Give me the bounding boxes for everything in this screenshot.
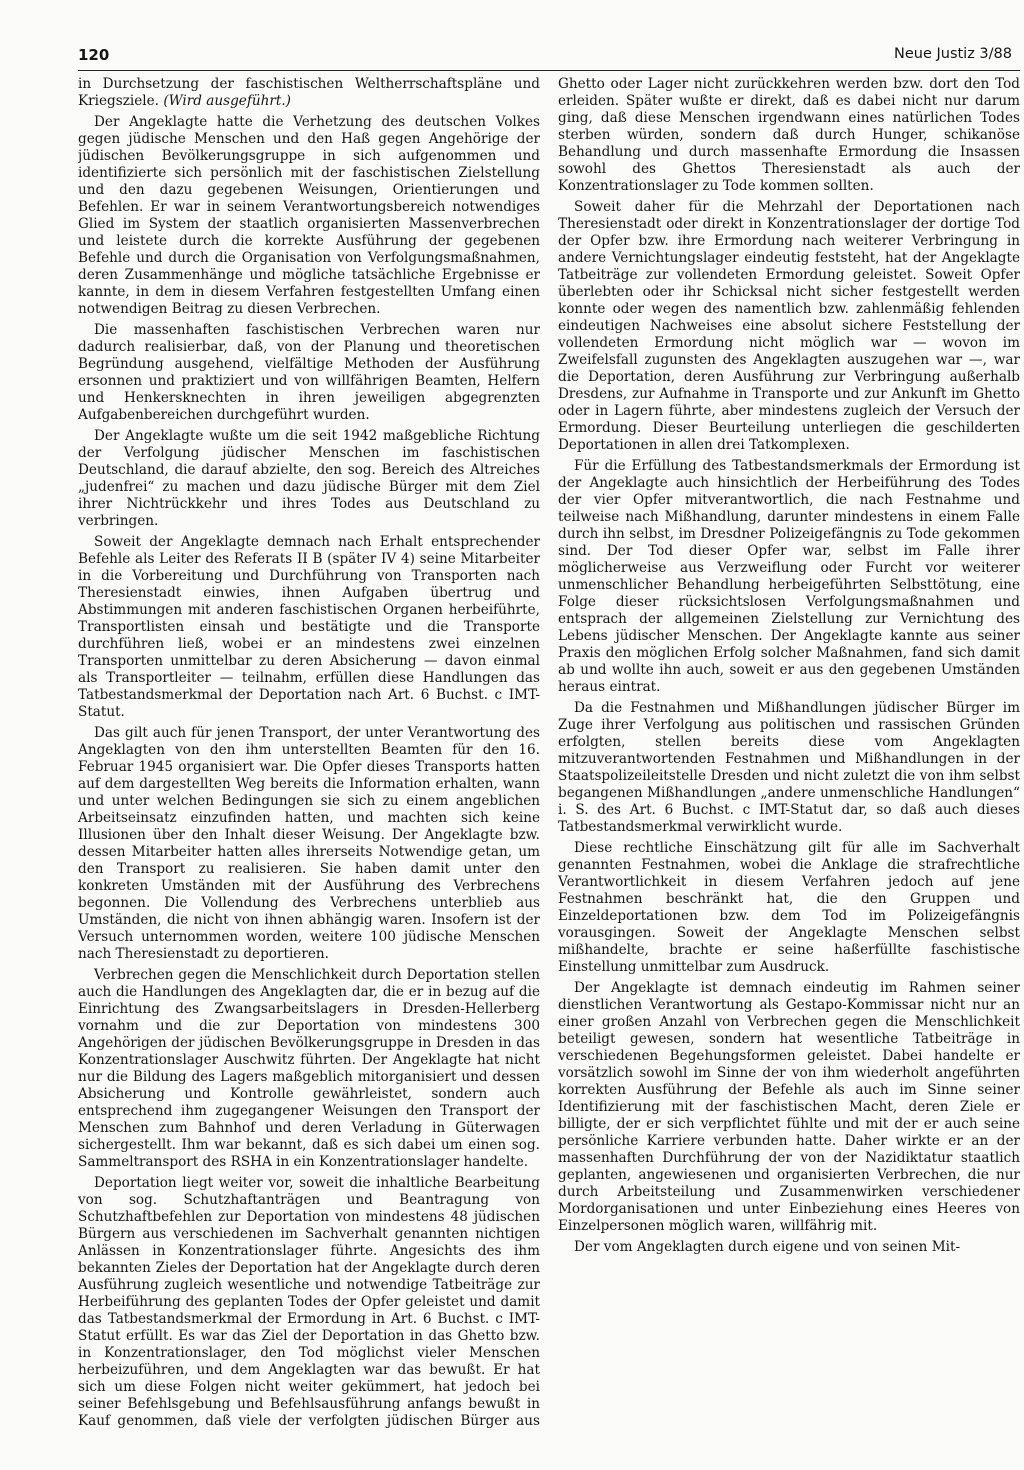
paragraph: Für die Erfüllung des Tatbestandsmerkmals der Ermordung ist der Angeklagte auch hinsichtlich der Herbeiführung des Todes der vier Opfer mitverantwortlich, die nach Festnahme und teilweise nach Mißhandlung, darunter mindestens in einem Falle durch ihn selbst, im Dresdner Polizeigefängnis zu Tode gekommen sind. Der Tod dieser Opfer war, selbst im Falle ihrer möglicherweise aus Verzweiflung oder Furcht vor weiterer unmenschlicher Behandlung herbeigeführten Selbsttötung, eine Folge dieser rücksichtslosen Verfolgungsmaßnahmen und entsprach der allgemeinen Zielstellung zur Vernichtung des Lebens jüdischer Menschen. Der Angeklagte kannte aus seiner Praxis den möglichen Erfolg solcher Maßnahmen, fand sich damit ab und wollte ihn auch, soweit er aus den gegebenen Umständen heraus eintrat.: [558, 458, 1020, 695]
article-body: [78, 76, 1020, 1444]
journal-issue: Neue Justiz 3/88: [893, 46, 1012, 62]
paragraph: Da die Festnahmen und Mißhandlungen jüdischer Bürger im Zuge ihrer Verfolgung aus politischen und rassischen Gründen erfolgten, stellen bereits diese vom Angeklagten mitzuverantwortenden Festnahmen und Mißhandlungen in der Staatspolizeileitstelle Dresden und nicht zuletzt die von ihm selbst begangenen Mißhandlungen „andere unmenschliche Handlungen“ i. S. des Art. 6 Buchst. c IMT-Statut dar, so daß auch dieses Tatbestandsmerkmal verwirklicht wurde.: [558, 700, 1020, 835]
paragraph: Das gilt auch für jenen Transport, der unter Verantwortung des Angeklagten von den ihm unterstellten Beamten für den 16. Februar 1945 organisiert war. Die Opfer dieses Transports hatten auf dem dargestellten Weg bereits die Information erhalten, wann und unter welchen Bedingungen sie sich zu einem angeblichen Arbeitseinsatz einzufinden hatten, und machten sich keine Illusionen über den Inhalt dieser Weisung. Der Angeklagte bzw. dessen Mitarbeiter hatten alles ihrerseits Notwendige getan, um den Transport zu realisieren. Sie haben damit unter den konkreten Umständen mit der Ausführung des Verbrechens begonnen. Die Vollendung des Verbrechens unterblieb aus Umständen, die nicht von ihnen abhängig waren. Insofern ist der Versuch unternommen worden, weitere 100 jüdische Menschen nach Theresienstadt zu deportieren.: [78, 725, 540, 962]
paragraph: Der Angeklagte wußte um die seit 1942 maßgebliche Richtung der Verfolgung jüdischer Menschen im faschistischen Deutschland, die darauf abzielte, den sog. Bereich des Altreiches „judenfrei“ zu machen und dazu jüdische Bürger mit dem Ziel ihrer Nichtrückkehr und ihres Todes aus Deutschland zu verbringen.: [78, 428, 540, 529]
paragraph: Die massenhaften faschistischen Verbrechen waren nur dadurch realisierbar, daß, von der Planung und theoretischen Begründung ausgehend, vielfältige Methoden der Ausführung ersonnen und praktiziert und von willfährigen Beamten, Helfern und Henkersknechten in ihren jeweiligen abgegrenzten Aufgabenbereichen durchgeführt wurden.: [78, 322, 540, 423]
page-header: [78, 40, 1020, 71]
page-number: 120: [78, 46, 110, 64]
paragraph: Deportation liegt weiter vor, soweit die inhaltliche Bearbeitung von sog. Schutzhaftanträgen und Beantragung von Schutzhaftbefehlen zur Deportation von mindestens 48 jüdischen Bürgern aus verschiedenen im Sachverhalt genannten nichtigen Anlässen in Konzentrationslager führte. Angesichts des ihm bekannten Zieles der Deportation hat der Angeklagte durch deren Ausführung zugleich wesentliche und notwendige Tatbeiträge zur Herbeiführung des geplanten Todes der Opfer geleistet und damit das Tatbestandsmerkmal der Ermordung in Art. 6 Buchst. c IMT-Statut erfüllt. Es war das Ziel der Deportation in das Ghetto bzw. in Konzentrationslager, den Tod möglichst vieler Menschen herbeizuführen, und dem Angeklagten war das bewußt. Er hat sich um diese Folgen nicht weiter gekümmert, hat jedoch bei seiner Befehlsgebung und Befehlsausführung anfangs bewußt in Kauf genommen, daß viele der verfolgten jüdischen Bürger aus Ghetto oder Lager nicht zurückkehren werden bzw. dort den Tod erleiden. Später wußte er direkt, daß es dabei nicht nur darum ging, daß diese Menschen irgendwann eines natürlichen Todes sterben würden, sondern daß durch Hunger, schikanöse Behandlung und durch massenhafte Ermordung die Insassen sowohl des Ghettos Theresienstadt als auch der Konzentrationslager zu Tode kommen sollten.: [78, 76, 1020, 1429]
paragraph: Soweit der Angeklagte demnach nach Erhalt entsprechender Befehle als Leiter des Referats II B (später IV 4) seine Mitarbeiter in die Vorbereitung und Durchführung von Transporten nach Theresienstadt einwies, ihnen Aufgaben übertrug und Abstimmungen mit anderen faschistischen Organen herbeiführte, Transportlisten einsah und bestätigte und die Transporte durchführen ließ, wobei er an mindestens zwei einzelnen Transporten unmittelbar zu deren Absicherung — davon einmal als Transportleiter — teilnahm, erfüllen diese Handlungen das Tatbestandsmerkmal der Deportation nach Art. 6 Buchst. c IMT-Statut.: [78, 534, 540, 720]
paragraph: Diese rechtliche Einschätzung gilt für alle im Sachverhalt genannten Festnahmen, wobei die Anklage die strafrechtliche Verantwortlichkeit in diesem Verfahren jedoch auf jene Festnahmen beschränkt hat, die den Gruppen und Einzeldeportationen bzw. dem Tod im Polizeigefängnis vorausgingen. Soweit der Angeklagte Menschen selbst mißhandelte, brachte er seine haßerfüllte faschistische Einstellung unmittelbar zum Ausdruck.: [558, 840, 1020, 975]
editorial-note: (Wird ausgeführt.): [163, 93, 291, 109]
document-page: [78, 40, 1020, 1444]
paragraph: [78, 76, 540, 110]
paragraph: Verbrechen gegen die Menschlichkeit durch Deportation stellen auch die Handlungen des Angeklagten dar, die er in bezug auf die Einrichtung des Zwangsarbeitslagers in Dresden-Hellerberg vornahm und die zur Deportation von mindestens 300 Angehörigen der jüdischen Bevölkerungsgruppe in Dresden in das Konzentrationslager Auschwitz führten. Der Angeklagte hat nicht nur die Bildung des Lagers maßgeblich mitorganisiert und dessen Absicherung und Kontrolle gewährleistet, sondern auch entsprechend ihm zugegangener Weisungen den Transport der Menschen zum Bahnhof und deren Verladung in Güterwagen sichergestellt. Ihm war bekannt, daß es sich dabei um einen sog. Sammeltransport des RSHA in ein Konzentrationslager handelte.: [78, 967, 540, 1170]
paragraph-text: in Durchsetzung der faschistischen Weltherrschaftspläne und Kriegsziele.: [78, 76, 540, 109]
paragraph: Der Angeklagte ist demnach eindeutig im Rahmen seiner dienstlichen Verantwortung als Gestapo-Kommissar nicht nur an einer großen Anzahl von Verbrechen gegen die Menschlichkeit beteiligt gewesen, sondern hat wesentliche Tatbeiträge in verschiedenen Begehungsformen geleistet. Dabei handelte er vorsätzlich sowohl im Sinne der von ihm wiederholt angeführten korrekten Ausführung der Befehle als auch im Sinne seiner Identifizierung mit der faschistischen Macht, deren Ziele er billigte, der er sich verpflichtet fühlte und mit der er auch seine persönliche Karriere verbunden hatte. Daher wirkte er an der massenhaften Durchführung der von der Nazidiktatur staatlich geplanten, angewiesenen und organisierten Verbrechen, die nur durch Arbeitsteilung und Zusammenwirken verschiedener Mordorganisationen und unter Einbeziehung eines Heeres von Einzelpersonen möglich waren, willfährig mit.: [558, 980, 1020, 1234]
paragraph: Der Angeklagte hatte die Verhetzung des deutschen Volkes gegen jüdische Menschen und den Haß gegen Angehörige der jüdischen Bevölkerungsgruppe in sich aufgenommen und identifizierte sich persönlich mit der faschistischen Zielstellung und den dazu gegebenen Weisungen, Orientierungen und Befehlen. Er war in seinem Verantwortungsbereich notwendiges Glied im System der staatlich organisierten Massenverbrechen und leistete durch die korrekte Ausführung der gegebenen Befehle und durch die Organisation von Verfolgungsmaßnahmen, deren Zusammenhänge und mögliche tatsächliche Ergebnisse er kannte, in dem in diesem Verfahren festgestellten Umfang einen notwendigen Beitrag zu diesen Verbrechen.: [78, 114, 540, 317]
paragraph: Soweit daher für die Mehrzahl der Deportationen nach Theresienstadt oder direkt in Konzentrationslager der dortige Tod der Opfer bzw. ihre Ermordung nach weiterer Verbringung in andere Vernichtungslager eindeutig feststeht, hat der Angeklagte Tatbeiträge zur vollendeten Ermordung geleistet. Soweit Opfer überlebten oder ihr Schicksal nicht sicher festgestellt werden konnte oder wegen des namentlich bzw. zahlenmäßig fehlenden eindeutigen Nachweises eine absolut sichere Feststellung der vollendeten Ermordung nicht möglich war — wovon im Zweifelsfall zugunsten des Angeklagten auszugehen war —, war die Deportation, deren Ausführung zur Verbringung außerhalb Dresdens, zur Aufnahme in Transporte und zur Ankunft im Ghetto oder in Lagern führte, aber mindestens zugleich der Versuch der Ermordung. Dieser Beurteilung unterliegen die geschilderten Deportationen in allen drei Tatkomplexen.: [558, 199, 1020, 453]
paragraph: Der vom Angeklagten durch eigene und von seinen Mit-: [574, 1239, 961, 1255]
